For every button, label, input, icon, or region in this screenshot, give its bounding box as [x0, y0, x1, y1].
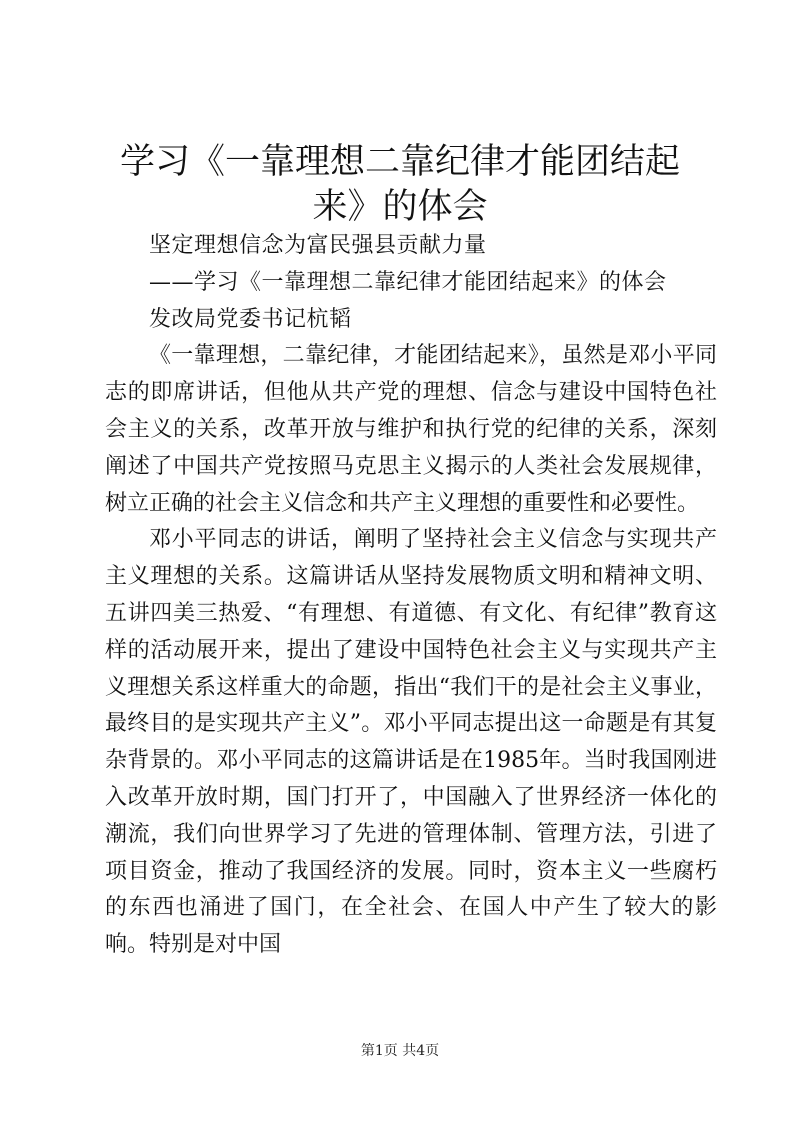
body-paragraph: 《一靠理想，二靠纪律，才能团结起来》，虽然是邓小平同志的即席讲话，但他从共产党的理想、信念与建设中国特色社会主义的关系，改革开放与维护和执行党的纪律的关系，深刻阐述了中国共产党按照马克思主义揭示的人类社会发展规律，树立正确的社会主义信念和共产主义理想的重要性和必要性。 [105, 343, 717, 516]
document-body [105, 228, 717, 964]
subtitle-line: 坚定理想信念为富民强县贡献力量 [149, 233, 487, 258]
page-footer: 第1页 共4页 [360, 1043, 440, 1059]
author-line: 发改局党委书记杭韬 [149, 306, 352, 332]
body-paragraph: 邓小平同志的讲话，阐明了坚持社会主义信念与实现共产主义理想的关系。这篇讲话从坚持发展物质文明和精神文明、五讲四美三热爱、“有理想、有道德、有文化、有纪律”教育这样的活动展开来，提出了建设中国特色社会主义与实现共产主义理想关系这样重大的命题，指出“我们干的是社会主义事业，最终目的是实现共产主义”。邓小平同志提出这一命题是有其复杂背景的。邓小平同志的这篇讲话是在1985年。当时我国刚进入改革开放时期，国门打开了，中国融入了世界经济一体化的潮流，我们向世界学习了先进的管理体制、管理方法，引进了项目资金，推动了我国经济的发展。同时，资本主义一些腐朽的东西也涌进了国门，在全社会、在国人中产生了较大的影响。特别是对中国 [105, 527, 717, 958]
subtitle-line: ——学习《一靠理想二靠纪律才能团结起来》的体会 [149, 269, 667, 295]
document-title: 学习《一靠理想二靠纪律才能团结起来》的体会 [119, 142, 680, 227]
